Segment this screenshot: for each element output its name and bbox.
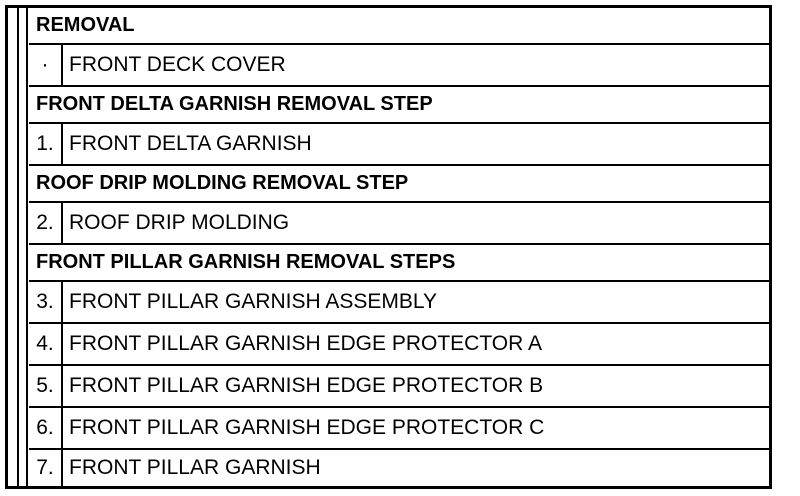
step-number: 1. bbox=[29, 124, 63, 164]
section-header-label: FRONT DELTA GARNISH REMOVAL STEP bbox=[36, 93, 433, 115]
step-row-7 bbox=[29, 450, 769, 486]
left-margin-rule bbox=[26, 8, 28, 486]
step-label: FRONT PILLAR GARNISH EDGE PROTECTOR B bbox=[69, 374, 544, 397]
section-header-front-pillar-garnish bbox=[29, 245, 769, 282]
step-label: FRONT DECK COVER bbox=[69, 53, 286, 76]
step-number: · bbox=[29, 45, 63, 85]
section-header-removal bbox=[29, 8, 769, 45]
section-header-label: ROOF DRIP MOLDING REMOVAL STEP bbox=[36, 172, 409, 194]
step-label: FRONT PILLAR GARNISH EDGE PROTECTOR A bbox=[69, 332, 542, 355]
section-header-label: FRONT PILLAR GARNISH REMOVAL STEPS bbox=[36, 251, 456, 273]
step-label: FRONT PILLAR GARNISH bbox=[69, 456, 321, 479]
step-label: FRONT PILLAR GARNISH ASSEMBLY bbox=[69, 290, 437, 313]
section-header-front-delta-garnish bbox=[29, 87, 769, 124]
step-row-6 bbox=[29, 408, 769, 450]
step-row-1 bbox=[29, 124, 769, 166]
step-number: 2. bbox=[29, 203, 63, 243]
section-header-label: REMOVAL bbox=[36, 14, 135, 36]
step-label: FRONT PILLAR GARNISH EDGE PROTECTOR C bbox=[69, 416, 545, 439]
step-row-2 bbox=[29, 203, 769, 245]
step-label: ROOF DRIP MOLDING bbox=[69, 211, 290, 234]
step-number: 6. bbox=[29, 408, 63, 448]
step-row-front-deck-cover bbox=[29, 45, 769, 87]
step-row-3 bbox=[29, 282, 769, 324]
left-margin-rule bbox=[17, 8, 19, 486]
section-header-roof-drip-molding bbox=[29, 166, 769, 203]
step-number: 3. bbox=[29, 282, 63, 322]
step-row-4 bbox=[29, 324, 769, 366]
step-number: 7. bbox=[29, 450, 63, 486]
step-row-5 bbox=[29, 366, 769, 408]
step-number: 5. bbox=[29, 366, 63, 406]
step-number: 4. bbox=[29, 324, 63, 364]
removal-procedure-table bbox=[5, 5, 772, 489]
step-label: FRONT DELTA GARNISH bbox=[69, 132, 312, 155]
